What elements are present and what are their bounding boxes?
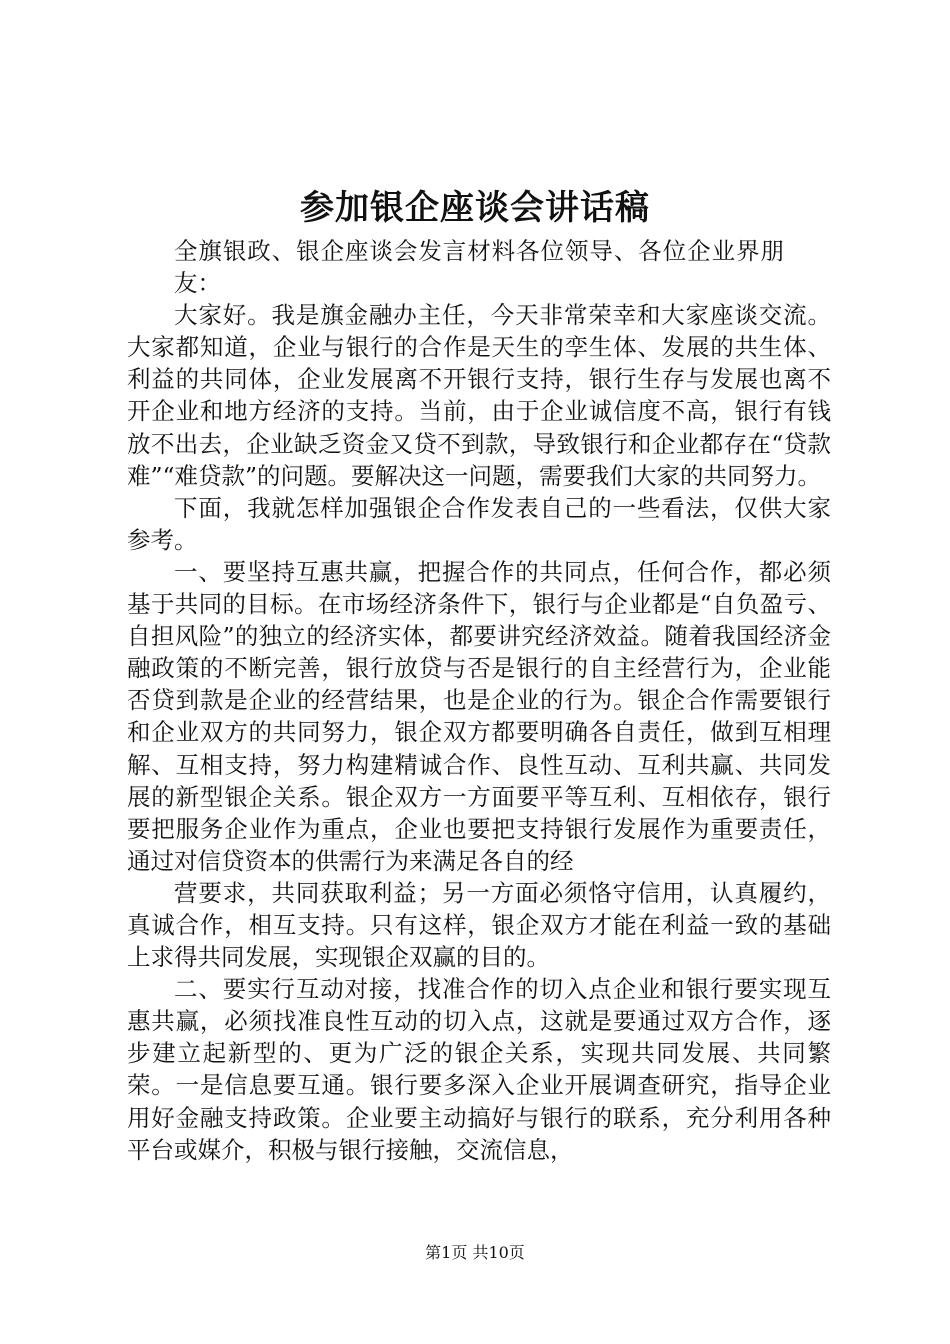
body-paragraph: 营要求，共同获取利益；另一方面必须恪守信用，认真履约，真诚合作，相互支持。只有这样，银企双方才能在利益一致的基础上求得共同发展，实现银企双赢的目的。 [127,878,831,972]
salutation-paragraph: 全旗银政、银企座谈会发言材料各位领导、各位企业界朋友： [174,237,784,298]
page-number-footer: 第1页 共10页 [425,1243,525,1262]
document-title: 参加银企座谈会讲话稿 [300,188,650,228]
body-paragraph: 下面，我就怎样加强银企合作发表自己的一些看法，仅供大家参考。 [127,493,831,554]
body-paragraph: 大家好。我是旗金融办主任，今天非常荣幸和大家座谈交流。大家都知道，企业与银行的合作是天生的孪生体、发展的共生体、利益的共同体，企业发展离不开银行支持，银行生存与发展也离不开企业和地方经济的支持。当前，由于企业诚信度不高，银行有钱放不出去，企业缺乏资金又贷不到款，导致银行和企业都存在“贷款难”“难贷款”的问题。要解决这一问题，需要我们大家的共同努力。 [127,301,831,490]
body-paragraph: 一、要坚持互惠共赢，把握合作的共同点，任何合作，都必须基于共同的目标。在市场经济条件下，银行与企业都是“自负盈亏、自担风险”的独立的经济实体，都要讲究经济效益。随着我国经济金融政策的不断完善，银行放贷与否是银行的自主经营行为，企业能否贷到款是企业的经营结果，也是企业的行为。银企合作需要银行和企业双方的共同努力，银企双方都要明确各自责任，做到互相理解、互相支持，努力构建精诚合作、良性互动、互利共赢、共同发展的新型银企关系。银企双方一方面要平等互利、互相依存，银行要把服务企业作为重点，企业也要把支持银行发展作为重要责任，通过对信贷资本的供需行为来满足各自的经 [127,557,831,875]
document-body [127,235,831,1166]
body-paragraph: 二、要实行互动对接，找准合作的切入点企业和银行要实现互惠共赢，必须找准良性互动的切入点，这就是要通过双方合作，逐步建立起新型的、更为广泛的银企关系，实现共同发展、共同繁荣。一是信息要互通。银行要多深入企业开展调查研究，指导企业用好金融支持政策。企业要主动搞好与银行的联系，充分利用各种平台或媒介，积极与银行接触，交流信息， [127,975,831,1164]
